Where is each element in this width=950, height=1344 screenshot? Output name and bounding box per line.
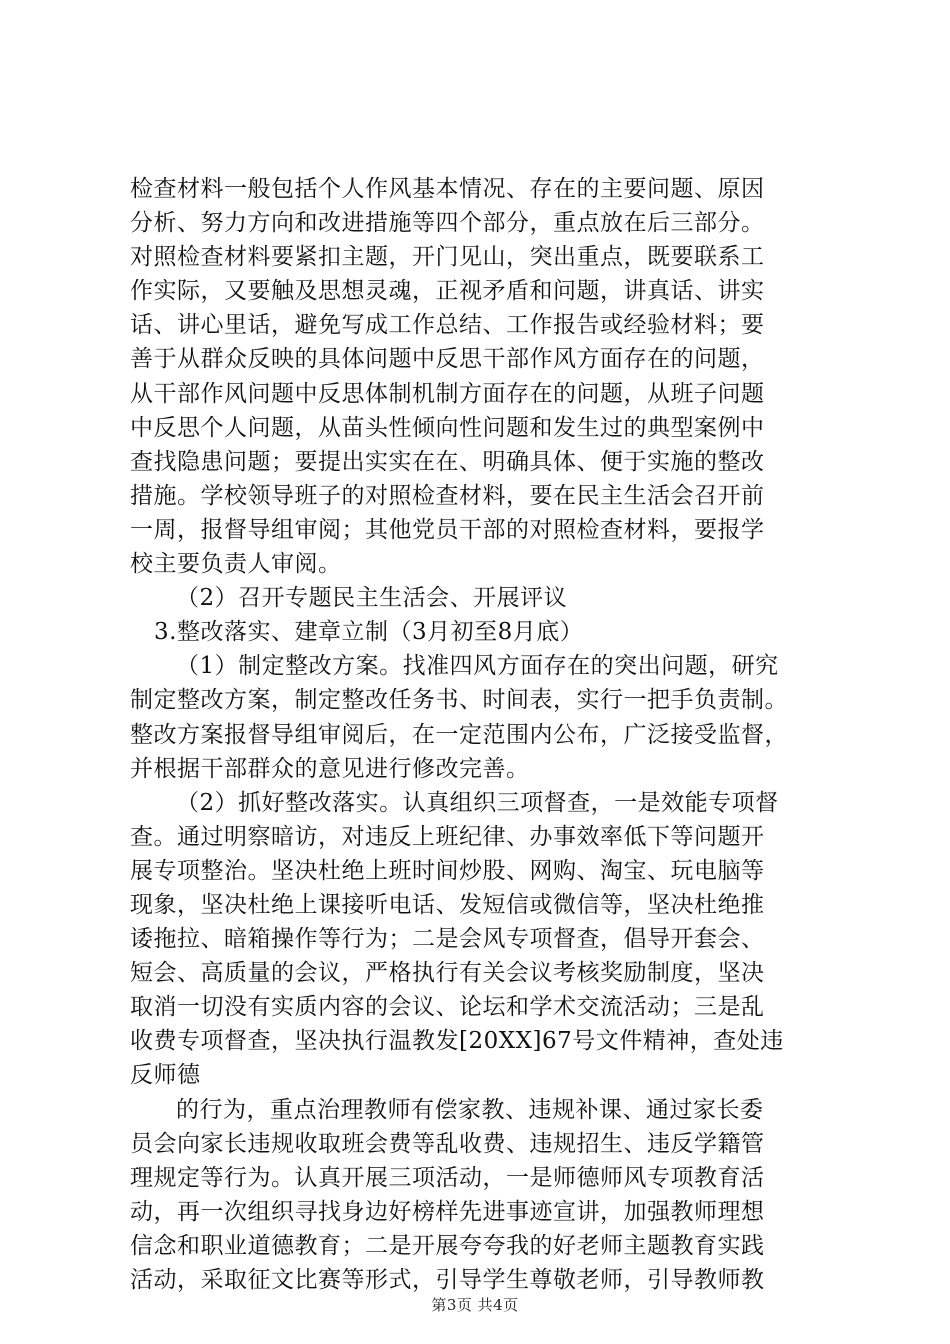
body-text [130, 172, 830, 1297]
subheading-2: （2）召开专题民主生活会、开展评议 [176, 585, 568, 612]
text-line: 信念和职业道德教育；二是开展夸夸我的好老师主题教育实践 [130, 1232, 765, 1259]
text-line: 活动，采取征文比赛等形式，引导学生尊敬老师，引导教师教 [130, 1267, 765, 1293]
text-line: （1）制定整改方案。找准四风方面存在的突出问题，研究 [176, 653, 779, 680]
text-line: 展专项整治。坚决杜绝上班时间炒股、网购、淘宝、玩电脑等 [130, 857, 765, 884]
text-line: 取消一切没有实质内容的会议、论坛和学术交流活动；三是乱 [130, 994, 765, 1021]
text-line: 措施。学校领导班子的对照检查材料，要在民主生活会召开前 [130, 482, 765, 509]
text-line: 的行为，重点治理教师有偿家教、违规补课、通过家长委 [176, 1096, 764, 1123]
page-footer [0, 1294, 950, 1315]
text-line: 现象，坚决杜绝上课接听电话、发短信或微信等，坚决杜绝推 [130, 891, 765, 918]
text-line: 检查材料一般包括个人作风基本情况、存在的主要问题、原因 [130, 176, 765, 202]
section-heading-3: 3.整改落实、建章立制（3月初至8月底） [154, 619, 584, 646]
text-line: 反师德 [130, 1062, 201, 1089]
text-line: 对照检查材料要紧扣主题，开门见山，突出重点，既要联系工 [130, 244, 765, 271]
text-line: 从干部作风问题中反思体制机制方面存在的问题，从班子问题 [130, 380, 765, 407]
text-line: 员会向家长违规收取班会费等乱收费、违规招生、违反学籍管 [130, 1130, 765, 1157]
text-line: 动，再一次组织寻找身边好榜样先进事迹宣讲，加强教师理想 [130, 1198, 765, 1225]
page-number: 第3页 共4页 [431, 1296, 519, 1314]
text-line: （2）抓好整改落实。认真组织三项督查，一是效能专项督 [176, 789, 779, 816]
text-line: 制定整改方案，制定整改任务书、时间表，实行一把手负责制。 [130, 687, 788, 714]
text-line: 作实际，又要触及思想灵魂，正视矛盾和问题，讲真话、讲实 [130, 278, 765, 305]
text-line: 查找隐患问题；要提出实实在在、明确具体、便于实施的整改 [130, 448, 765, 475]
text-line: 查。通过明察暗访，对违反上班纪律、办事效率低下等问题开 [130, 823, 765, 850]
text-line: 诿拖拉、暗箱操作等行为；二是会风专项督查，倡导开套会、 [130, 926, 765, 953]
text-line: 中反思个人问题，从苗头性倾向性问题和发生过的典型案例中 [130, 414, 765, 441]
text-line: 校主要负责人审阅。 [130, 551, 342, 578]
text-line: 收费专项督查，坚决执行温教发[20XX]67号文件精神，查处违 [130, 1028, 784, 1055]
text-line: 整改方案报督导组审阅后，在一定范围内公布，广泛接受监督， [130, 721, 788, 748]
text-line: 理规定等行为。认真开展三项活动，一是师德师风专项教育活 [130, 1164, 765, 1191]
text-line: 短会、高质量的会议，严格执行有关会议考核奖励制度，坚决 [130, 960, 765, 987]
text-line: 善于从群众反映的具体问题中反思干部作风方面存在的问题， [130, 346, 765, 373]
text-line: 并根据干部群众的意见进行修改完善。 [130, 755, 530, 782]
text-line: 分析、努力方向和改进措施等四个部分，重点放在后三部分。 [130, 210, 765, 237]
text-line: 话、讲心里话，避免写成工作总结、工作报告或经验材料；要 [130, 312, 765, 339]
text-line: 一周，报督导组审阅；其他党员干部的对照检查材料，要报学 [130, 516, 765, 543]
